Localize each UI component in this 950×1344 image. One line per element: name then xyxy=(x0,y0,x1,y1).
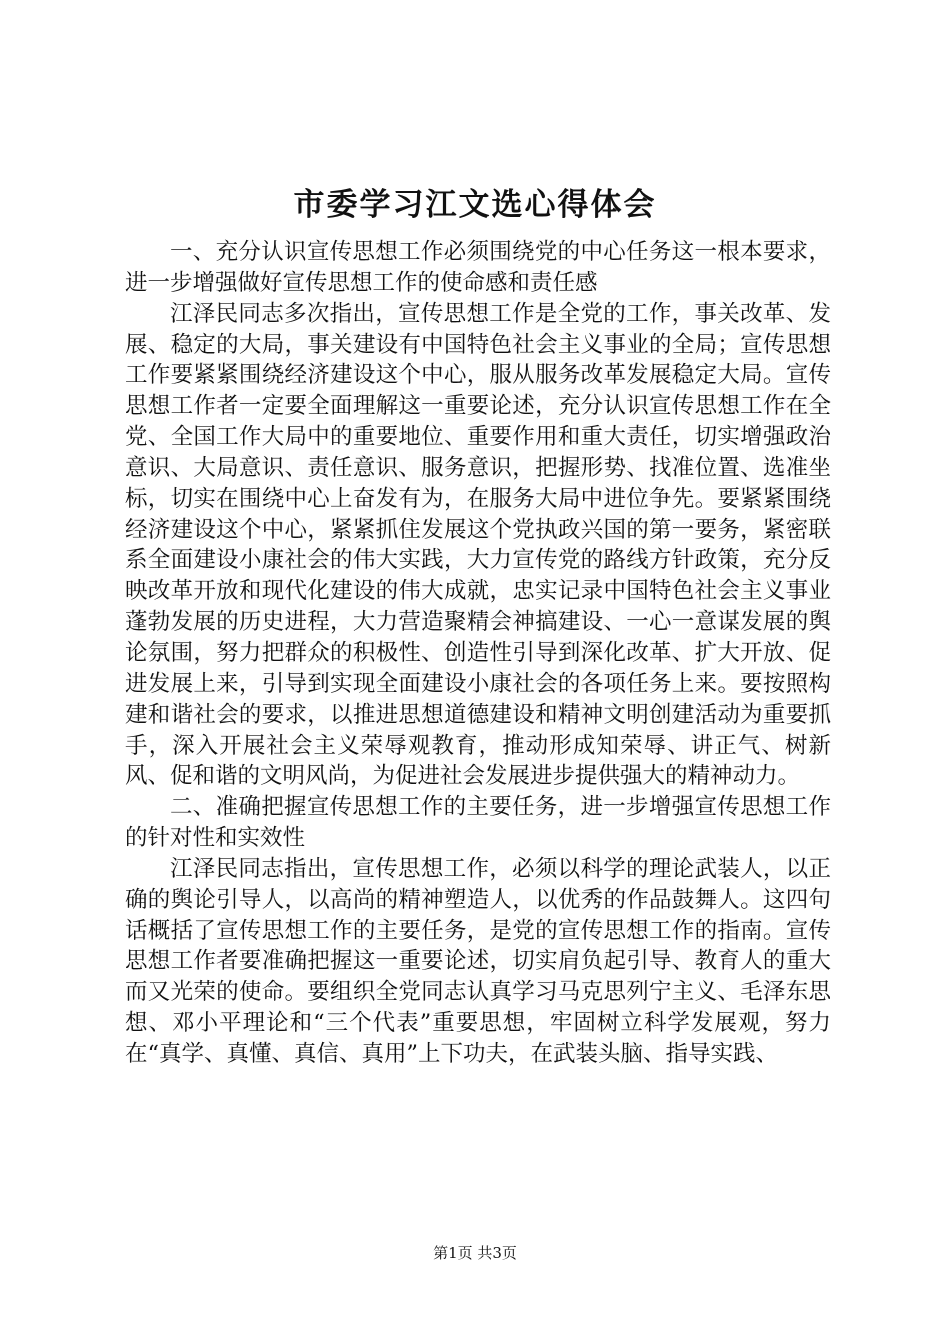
body-paragraph-1: 江泽民同志多次指出，宣传思想工作是全党的工作，事关改革、发展、稳定的大局，事关建设有中国特色社会主义事业的全局；宣传思想工作要紧紧围绕经济建设这个中心，服从服务改革发展稳定大局。宣传思想工作者一定要全面理解这一重要论述，充分认识宣传思想工作在全党、全国工作大局中的重要地位、重要作用和重大责任，切实增强政治意识、大局意识、责任意识、服务意识，把握形势、找准位置、选准坐标，切实在围绕中心上奋发有为，在服务大局中进位争先。要紧紧围绕经济建设这个中心，紧紧抓住发展这个党执政兴国的第一要务，紧密联系全面建设小康社会的伟大实践，大力宣传党的路线方针政策，充分反映改革开放和现代化建设的伟大成就，忠实记录中国特色社会主义事业蓬勃发展的历史进程，大力营造聚精会神搞建设、一心一意谋发展的舆论氛围，努力把群众的积极性、创造性引导到深化改革、扩大开放、促进发展上来，引导到实现全面建设小康社会的各项任务上来。要按照构建和谐社会的要求，以推进思想道德建设和精神文明创建活动为重要抓手，深入开展社会主义荣辱观教育，推动形成知荣辱、讲正气、树新风、促和谐的文明风尚，为促进社会发展进步提供强大的精神动力。 xyxy=(125,300,831,790)
body-paragraph-2: 江泽民同志指出，宣传思想工作，必须以科学的理论武装人，以正确的舆论引导人，以高尚的精神塑造人，以优秀的作品鼓舞人。这四句话概括了宣传思想工作的主要任务，是党的宣传思想工作的指南。宣传思想工作者要准确把握这一重要论述，切实肩负起引导、教育人的重大而又光荣的使命。要组织全党同志认真学习马克思列宁主义、毛泽东思想、邓小平理论和“三个代表”重要思想，牢固树立科学发展观，努力在“真学、真懂、真信、真用”上下功夫，在武装头脑、指导实践、 xyxy=(125,855,831,1067)
page-footer: 第1页 共3页 xyxy=(433,1244,517,1262)
document-title: 市委学习江文选心得体会 xyxy=(293,187,657,223)
document-body xyxy=(125,237,831,1070)
section-heading-1: 一、充分认识宣传思想工作必须围绕党的中心任务这一根本要求，进一步增强做好宣传思想工作的使命感和责任感 xyxy=(125,239,831,296)
section-heading-2: 二、准确把握宣传思想工作的主要任务，进一步增强宣传思想工作的针对性和实效性 xyxy=(125,794,831,852)
